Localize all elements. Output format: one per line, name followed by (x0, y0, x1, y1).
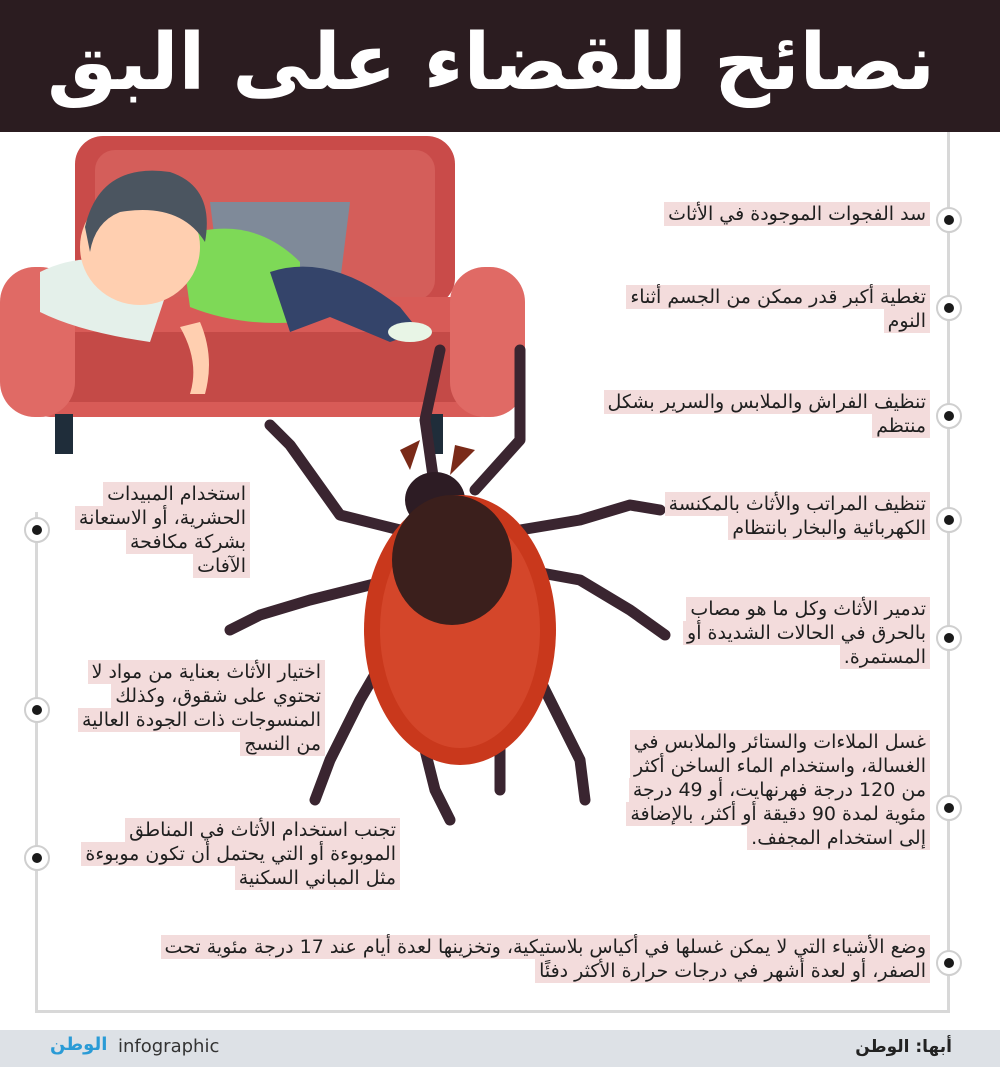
page-title: نصائح للقضاء على البق (47, 18, 935, 108)
bottom-frame-line (35, 1010, 950, 1013)
timeline-dot-5 (936, 625, 962, 651)
tip-choose-furniture: اختيار الأثاث بعناية من مواد لا تحتوي على شقوق، وكذلك المنسوجات ذات الجودة العالية من النسج (75, 660, 325, 756)
header-bar (0, 0, 1000, 132)
tip-hot-wash: غسل الملاءات والستائر والملابس في الغسالة، واستخدام الماء الساخن أكثر من 120 درجة فهرنهايت، أو 49 درجة مئوية لمدة 90 دقيقة أو أكثر، بالإضافة إلى استخدام المجفف. (610, 730, 930, 850)
timeline-dot-4 (936, 507, 962, 533)
footer-bar (0, 1030, 1000, 1067)
tip-vacuum-steam: تنظيف المراتب والأثاث بالمكنسة الكهربائية والبخار بانتظام (590, 492, 930, 540)
timeline-dot-7 (24, 517, 50, 543)
timeline-dot-1 (936, 207, 962, 233)
right-timeline-line (947, 132, 950, 1012)
tip-clean-bedding: تنظيف الفراش والملابس والسرير بشكل منتظم (590, 390, 930, 438)
tip-seal-gaps: سد الفجوات الموجودة في الأثاث (570, 202, 930, 226)
left-timeline-line (35, 512, 38, 1012)
alwatan-logo: الوطن (50, 1034, 108, 1055)
tip-freeze-items: وضع الأشياء التي لا يمكن غسلها في أكياس بلاستيكية، وتخزينها لعدة أيام عند 17 درجة مئوية تحت الصفر، أو لعدة أشهر في درجات حرارة الأكثر دفئًا (160, 935, 930, 983)
tip-pesticides: استخدام المبيدات الحشرية، أو الاستعانة بشركة مكافحة الآفات (75, 482, 250, 578)
infographic-label: infographic (118, 1036, 220, 1057)
timeline-dot-10 (936, 950, 962, 976)
timeline-dot-9 (24, 845, 50, 871)
source-credit: أبها: الوطن (855, 1037, 952, 1057)
tip-cover-body: تغطية أكبر قدر ممكن من الجسم أثناء النوم (610, 285, 930, 333)
timeline-dot-8 (24, 697, 50, 723)
timeline-dot-2 (936, 295, 962, 321)
tip-avoid-infested: تجنب استخدام الأثاث في المناطق الموبوءة أو التي يحتمل أن تكون موبوءة مثل المباني السكنية (75, 818, 400, 890)
tip-destroy-furniture: تدمير الأثاث وكل ما هو مصاب بالحرق في الحالات الشديدة أو المستمرة. (630, 597, 930, 669)
timeline-dot-3 (936, 403, 962, 429)
timeline-dot-6 (936, 795, 962, 821)
